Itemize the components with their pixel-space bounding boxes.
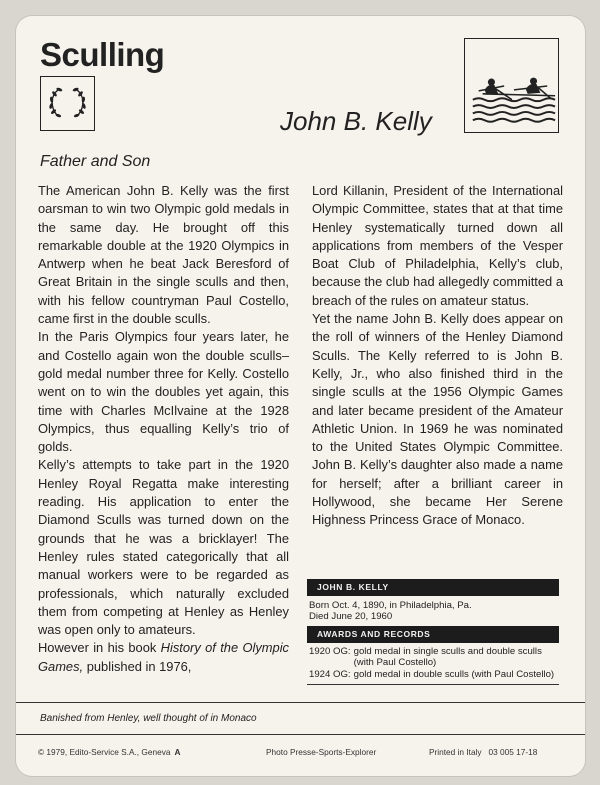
article-paragraph: Lord Killanin, President of the International Olympic Committee, states that at that time Henley systematically turned down all applications from members of the Vesper Boat Club of Philadelphia, Kelly’s club, because the club had allegedly committed a breach of the rules on amateur status. xyxy=(312,183,563,308)
fact-box xyxy=(307,579,559,685)
article-paragraph: Yet the name John B. Kelly does appear on the roll of winners of the Henley Diamond Sculls. The Kelly referred to is John B. Kelly, Jr., who also finished third in the single sculls at the 1956 Olympic Games and later became president of the Amateur Athletic Union. In 1969 he was nominated to the United States Olympic Committee. John B. Kelly’s daughter also made a name for herself; after a brilliant career in Hollywood, she became Her Serene Highness Princess Grace of Monaco. xyxy=(312,311,563,528)
article-paragraph xyxy=(38,639,289,676)
death-info: Died June 20, 1960 xyxy=(309,611,393,623)
sport-card xyxy=(16,16,585,776)
fact-box-name-header: JOHN B. KELLY xyxy=(307,579,559,596)
awards-header: AWARDS AND RECORDS xyxy=(307,626,559,643)
bio-dates xyxy=(307,596,559,626)
article-subtitle: Father and Son xyxy=(40,153,151,170)
caption-top-rule xyxy=(16,702,585,703)
awards-list xyxy=(307,643,559,684)
fact-box-divider xyxy=(307,684,559,685)
footer-print-info xyxy=(429,747,537,757)
article-paragraph: The American John B. Kelly was the first oarsman to win two Olympic gold medals in the same day. He brought off this remarkable double at the 1920 Olympics in Antwerp when he beat Jack Beresford of Great Britain in the single sculls and then, with his fellow countryman Paul Costello, came first in the double sculls. xyxy=(38,183,289,327)
award-text: gold medal in single sculls and double sculls (with Paul Costello) xyxy=(353,645,542,669)
birth-info: Born Oct. 4, 1890, in Philadelphia, Pa. xyxy=(309,600,472,611)
series-mark: A xyxy=(174,747,181,757)
article-left-column xyxy=(38,182,289,676)
book-title: History of the Olympic Games, xyxy=(38,640,290,674)
laurel-wreath-icon xyxy=(40,76,95,131)
photo-caption: Banished from Henley, well thought of in Monaco xyxy=(40,713,257,724)
award-item xyxy=(309,669,559,680)
caption-bottom-rule xyxy=(16,734,585,735)
copyright-text: © 1979, Edito-Service S.A., Geneva xyxy=(38,747,171,757)
article-paragraph: In the Paris Olympics four years later, he and Costello again won the double sculls–gold medal number three for Kelly. Costello went on to win the doubles yet again, this time with Charles McIlvaine at the 1928 Olympics, thus equalling Kelly’s trio of golds. xyxy=(38,329,289,455)
printed-text: Printed in Italy xyxy=(429,747,482,757)
footer-photo-credit: Photo Presse-Sports-Explorer xyxy=(266,747,377,757)
award-year: 1924 OG: xyxy=(309,668,351,680)
article-text: published in 1976, xyxy=(83,658,192,674)
rowing-scullers-icon xyxy=(464,38,559,133)
award-year: 1920 OG: xyxy=(309,645,351,657)
award-item xyxy=(309,646,559,669)
article-text: However in his book xyxy=(38,640,161,656)
award-text: gold medal in double sculls (with Paul Costello) xyxy=(353,668,555,680)
card-code: 03 005 17-18 xyxy=(488,747,538,757)
sport-title: Sculling xyxy=(40,36,165,73)
footer-copyright xyxy=(38,747,180,757)
athlete-name: John B. Kelly xyxy=(280,106,432,136)
article-paragraph: Kelly’s attempts to take part in the 1920 Henley Royal Regatta make interesting reading. His application to enter the Diamond Sculls was turned down on the grounds that he was a bricklayer! The Henley rules stated categorically that all manual workers were to be regarded as professionals, which naturally excluded them from competing at Henley as Henley was open only to amateurs. xyxy=(38,457,289,638)
article-right-column xyxy=(312,182,563,530)
